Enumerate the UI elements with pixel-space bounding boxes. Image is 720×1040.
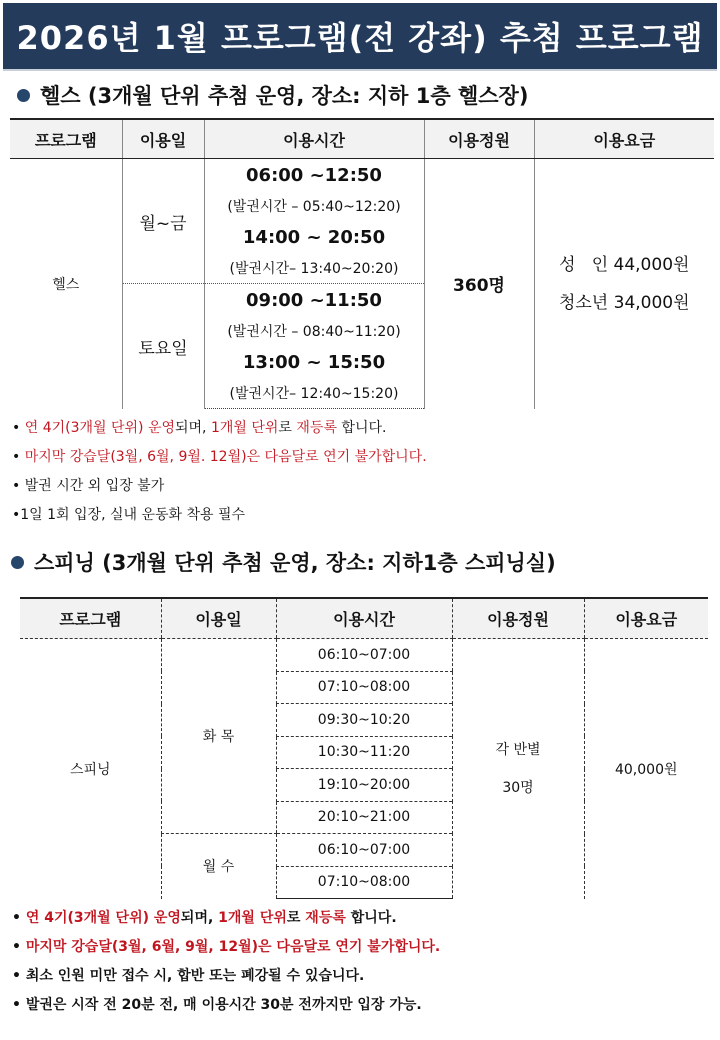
health-section-title: 헬스 (3개월 단위 추첨 운영, 장소: 지하 1층 헬스장)	[40, 84, 529, 108]
ticket-time: (발권시간 – 05:40~12:20)	[204, 191, 424, 221]
title-divider	[3, 69, 717, 71]
fee-adult: 성 인 44,000원	[559, 254, 690, 275]
note-line	[12, 472, 427, 501]
fee-youth: 청소년 34,000원	[558, 292, 690, 313]
header-program: 프로그램	[10, 119, 122, 159]
note-text: 되며,	[180, 910, 219, 926]
note-highlight: 1개월 단위	[210, 420, 279, 436]
note-highlight: 재등록	[296, 420, 337, 436]
note-text: • 최소 인원 미만 접수 시, 합반 또는 폐강될 수 있습니다.	[12, 968, 365, 984]
spinning-notes	[12, 904, 440, 1020]
header-capacity: 이용정원	[424, 119, 534, 159]
health-section-heading	[17, 80, 528, 110]
table-header-row	[10, 119, 714, 159]
capacity-line1: 각 반별	[495, 741, 541, 758]
note-highlight: 마지막 강습달(3월, 6월, 9월. 12월)은 다음달로 연기 불가합니다.	[24, 449, 427, 465]
table-row	[10, 159, 714, 192]
health-schedule-table	[10, 118, 714, 409]
table-header-row	[20, 598, 708, 639]
spinning-section-title: 스피닝 (3개월 단위 추첨 운영, 장소: 지하1층 스피닝실)	[34, 551, 556, 575]
bullet-circle-icon	[11, 556, 24, 569]
note-highlight: 연 4기(3개월 단위) 운영	[25, 910, 181, 926]
time-slot: 14:00 ~ 20:50	[204, 221, 424, 253]
note-highlight: 마지막 강습달(3월, 6월, 9월, 12월)은 다음달로 연기 불가합니다.	[25, 939, 441, 955]
header-fee: 이용요금	[584, 598, 708, 639]
header-capacity: 이용정원	[452, 598, 584, 639]
time-slot: 07:10~08:00	[276, 866, 452, 899]
note-text: • 발권은 시작 전 20분 전, 매 이용시간 30분 전까지만 입장 가능.	[12, 997, 422, 1013]
program-name: 헬스	[52, 276, 80, 293]
time-slot: 10:30~11:20	[276, 736, 452, 769]
note-text: 로	[278, 420, 297, 436]
note-line	[12, 414, 427, 443]
header-day: 이용일	[161, 598, 276, 639]
note-highlight: 1개월 단위	[218, 910, 287, 926]
table-row	[20, 639, 708, 672]
header-program: 프로그램	[20, 598, 161, 639]
time-slot: 20:10~21:00	[276, 801, 452, 834]
time-slot: 07:10~08:00	[276, 671, 452, 704]
time-slot: 13:00 ~ 15:50	[204, 346, 424, 378]
note-line	[12, 501, 427, 530]
note-text: 로	[286, 910, 306, 926]
header-time: 이용시간	[276, 598, 452, 639]
capacity-cell	[452, 639, 584, 899]
fee-cell	[534, 159, 714, 409]
note-text: •	[12, 449, 25, 465]
capacity-line2: 30명	[502, 779, 534, 796]
day-tue-thu: 화 목	[161, 639, 276, 834]
bullet-circle-icon	[17, 89, 30, 102]
note-line	[12, 443, 427, 472]
note-text: •1일 1회 입장, 실내 운동화 착용 필수	[12, 507, 246, 523]
capacity: 360명	[424, 159, 534, 409]
time-slot: 06:10~07:00	[276, 639, 452, 672]
note-highlight: 연 4기(3개월 단위) 운영	[24, 420, 175, 436]
time-slot: 19:10~20:00	[276, 769, 452, 802]
note-text: •	[12, 910, 26, 926]
note-text: 되며,	[175, 420, 211, 436]
note-text: • 발권 시간 외 입장 불가	[12, 478, 165, 494]
note-text: 합니다.	[345, 910, 397, 926]
day-mon-wed: 월 수	[161, 834, 276, 899]
health-notes	[12, 414, 427, 530]
time-slot: 09:30~10:20	[276, 704, 452, 737]
note-text: •	[12, 939, 26, 955]
time-slot: 06:00 ~12:50	[204, 159, 424, 192]
spinning-section-heading	[11, 547, 556, 577]
note-line	[12, 904, 440, 933]
note-text: 합니다.	[336, 420, 387, 436]
header-day: 이용일	[122, 119, 204, 159]
spinning-schedule-table	[20, 597, 708, 899]
day-weekdays: 월~금	[122, 159, 204, 284]
note-line	[12, 933, 440, 962]
note-highlight: 재등록	[305, 910, 346, 926]
ticket-time: (발권시간– 13:40~20:20)	[204, 253, 424, 284]
program-name: 스피닝	[69, 761, 111, 778]
header-fee: 이용요금	[534, 119, 714, 159]
note-line	[12, 991, 440, 1020]
ticket-time: (발권시간 – 08:40~11:20)	[204, 316, 424, 346]
note-text: •	[12, 420, 25, 436]
header-time: 이용시간	[204, 119, 424, 159]
time-slot: 06:10~07:00	[276, 834, 452, 867]
fee: 40,000원	[584, 639, 708, 899]
day-saturday: 토요일	[122, 284, 204, 409]
page-title: 2026년 1월 프로그램(전 강좌) 추첨 프로그램	[3, 3, 717, 69]
ticket-time: (발권시간– 12:40~15:20)	[204, 378, 424, 409]
time-slot: 09:00 ~11:50	[204, 284, 424, 317]
note-line	[12, 962, 440, 991]
